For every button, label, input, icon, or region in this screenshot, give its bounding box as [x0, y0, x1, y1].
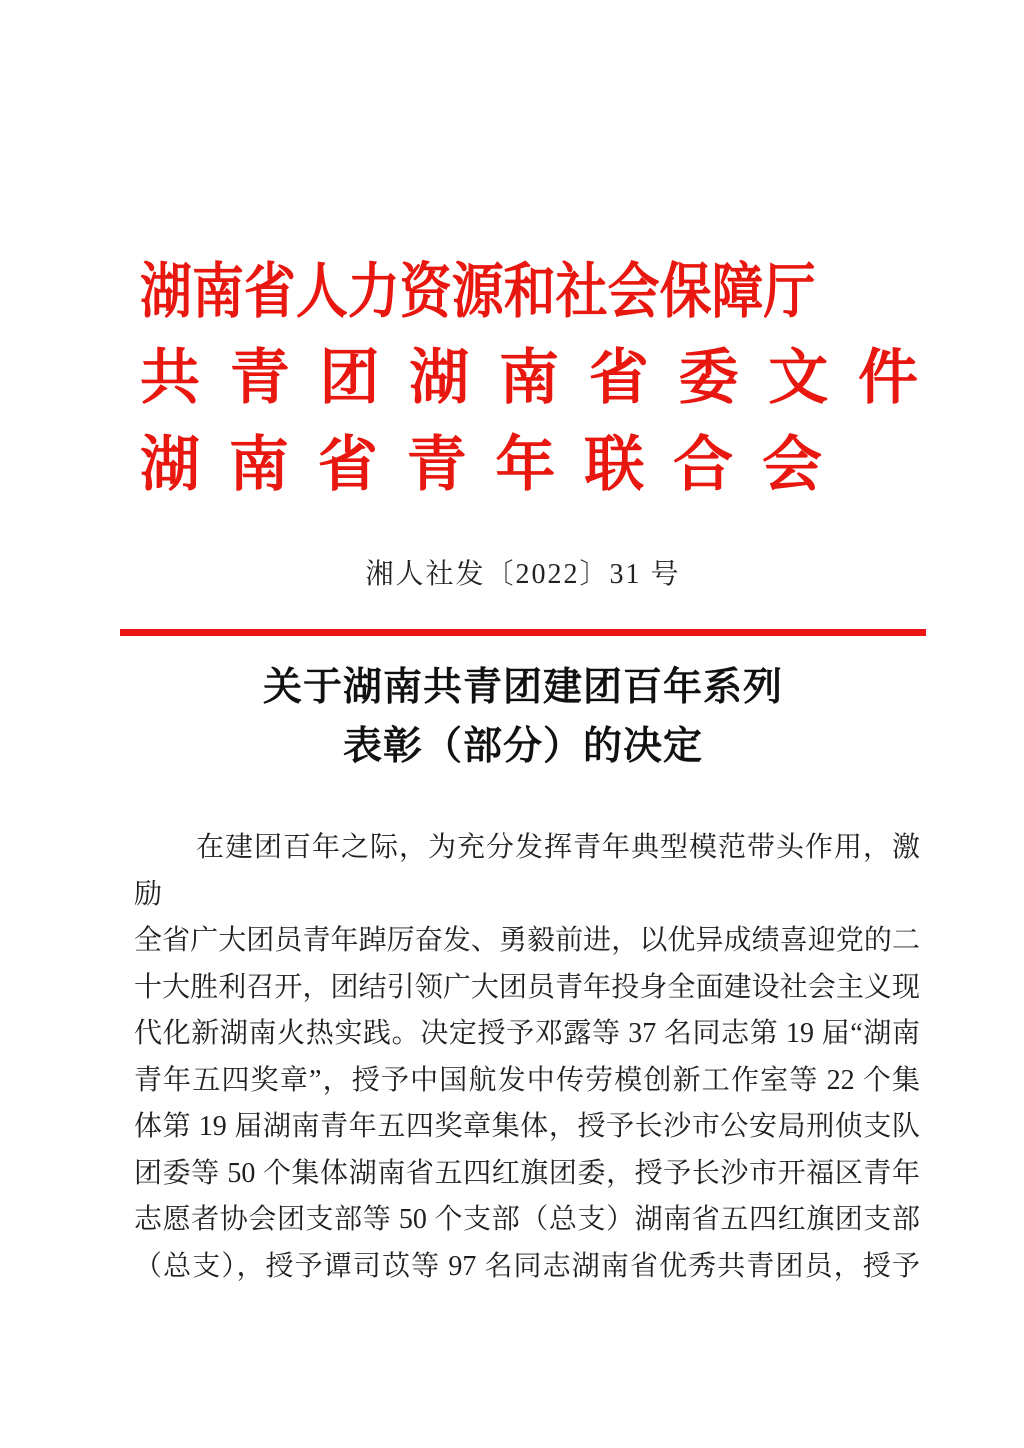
- body-line-3: 十大胜利召开，团结引领广大团员青年投身全面建设社会主义现: [134, 971, 920, 1003]
- body-line-2: 全省广大团员青年踔厉奋发、勇毅前进，以优异成绩喜迎党的二: [134, 925, 920, 956]
- body-line-1: 在建团百年之际，为充分发挥青年典型模范带头作用，激励: [134, 832, 920, 910]
- body-line-6: 体第 19 届湖南青年五四奖章集体，授予长沙市公安局刑侦支队: [134, 1111, 920, 1142]
- body-line-8: 志愿者协会团支部等 50 个支部（总支）湖南省五四红旗团支部: [134, 1204, 920, 1235]
- letterhead-line-2: 共青团湖南省委文件: [140, 345, 918, 411]
- document-title-line-1: 关于湖南共青团建团百年系列: [262, 666, 783, 709]
- body-line-9: （总支），授予谭司苡等 97 名同志湖南省优秀共青团员，授予: [134, 1250, 920, 1282]
- body-line-5: 青年五四奖章”，授予中国航发中传劳模创新工作室等 22 个集: [134, 1064, 920, 1096]
- letterhead-line-1: 湖南省人力资源和社会保障厅: [140, 259, 816, 325]
- document-body: [134, 825, 920, 1290]
- letterhead-line-3: 湖南省青年联合会: [140, 432, 822, 498]
- document-title-line-2: 表彰（部分）的决定: [342, 725, 703, 768]
- body-line-4: 代化新湖南火热实践。决定授予邓露等 37 名同志第 19 届“湖南: [134, 1018, 920, 1049]
- red-divider-line: [120, 629, 926, 636]
- document-title: [120, 658, 926, 776]
- document-number: 湘人社发〔2022〕31 号: [365, 559, 681, 590]
- body-line-7: 团委等 50 个集体湖南省五四红旗团委，授予长沙市开福区青年: [134, 1157, 920, 1189]
